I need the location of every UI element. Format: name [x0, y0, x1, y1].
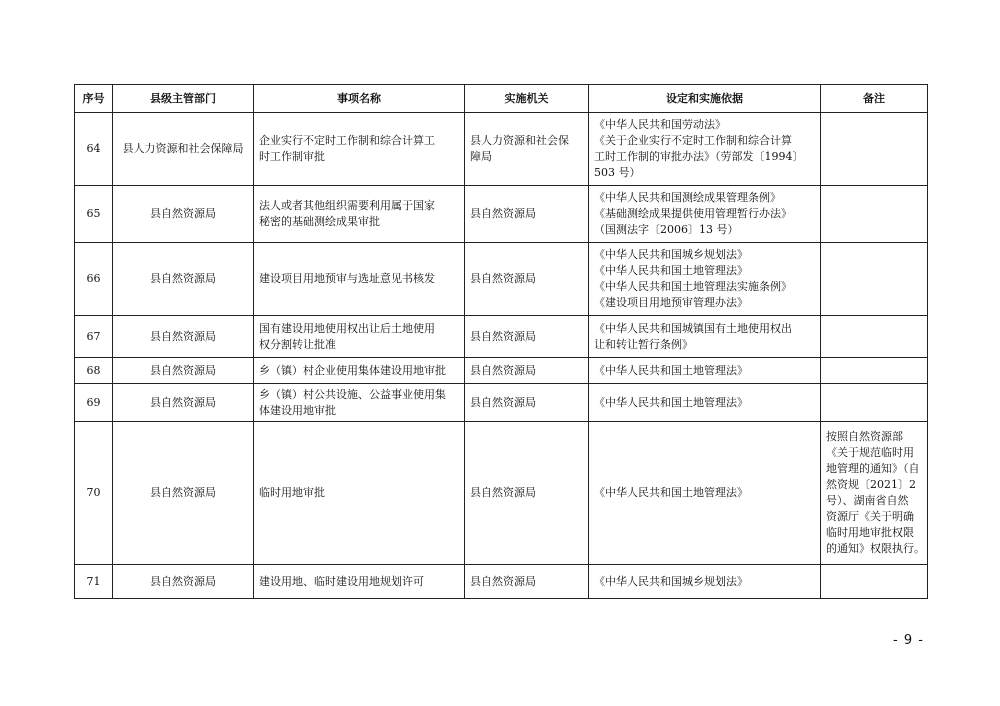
- dept-name: 县自然资源局: [150, 363, 216, 377]
- item-name-line: 法人或者其他组织需要利用属于国家: [259, 199, 435, 212]
- cell-dept: [113, 384, 254, 422]
- cell-seq: [75, 565, 113, 599]
- basis-line: 《中华人民共和国城镇国有土地使用权出: [594, 321, 792, 335]
- cell-agency: [465, 422, 589, 565]
- seq-number: 66: [86, 272, 101, 285]
- basis-line: 《中华人民共和国土地管理法实施条例》: [594, 280, 792, 293]
- agency-line: 县自然资源局: [470, 363, 536, 377]
- dept-name: 县自然资源局: [150, 395, 216, 409]
- seq-number: 70: [86, 486, 101, 499]
- header-seq: 序号: [75, 85, 113, 113]
- item-name-line: 秘密的基础测绘成果审批: [259, 215, 380, 228]
- cell-dept: [113, 422, 254, 565]
- item-name-line: 乡（镇）村企业使用集体建设用地审批: [259, 363, 446, 377]
- table-row: [75, 186, 928, 243]
- agency-line: 县自然资源局: [470, 574, 536, 588]
- cell-note: [821, 113, 928, 186]
- cell-dept: [113, 186, 254, 243]
- cell-item-name: [254, 358, 465, 384]
- note-line: 临时用地审批权限: [826, 526, 914, 539]
- basis-line: 《中华人民共和国土地管理法》: [594, 264, 748, 277]
- item-name-line: 建设用地、临时建设用地规划许可: [259, 574, 424, 588]
- table-row: [75, 316, 928, 358]
- cell-note: [821, 186, 928, 243]
- cell-item-name: [254, 186, 465, 243]
- basis-line: 《中华人民共和国城乡规划法》: [594, 574, 748, 588]
- cell-note: [821, 243, 928, 316]
- header-dept: 县级主管部门: [113, 85, 254, 113]
- seq-number: 68: [86, 363, 101, 377]
- cell-dept: [113, 316, 254, 358]
- seq-number: 64: [86, 142, 101, 155]
- table-header-row: [75, 85, 928, 113]
- items-table: [74, 84, 928, 599]
- seq-number: 71: [86, 574, 101, 588]
- page-number: - 9 -: [893, 633, 924, 648]
- basis-line: 《关于企业实行不定时工作制和综合计算: [594, 134, 792, 147]
- note-line: 资源厅《关于明确: [826, 510, 914, 523]
- seq-number: 69: [86, 395, 101, 409]
- basis-line: （国测法字〔2006〕13 号）: [594, 223, 739, 236]
- basis-line: 《中华人民共和国土地管理法》: [594, 363, 748, 377]
- item-name-line: 临时用地审批: [259, 486, 325, 499]
- cell-note: [821, 422, 928, 565]
- dept-name: 县自然资源局: [150, 329, 216, 343]
- basis-line: 《中华人民共和国土地管理法》: [594, 395, 748, 409]
- cell-agency: [465, 113, 589, 186]
- agency-line: 障局: [470, 150, 492, 163]
- cell-item-name: [254, 565, 465, 599]
- cell-agency: [465, 186, 589, 243]
- basis-line: 让和转让暂行条例》: [594, 337, 693, 351]
- basis-line: 503 号）: [594, 166, 641, 179]
- seq-number: 65: [86, 207, 101, 220]
- cell-seq: [75, 113, 113, 186]
- basis-line: 《中华人民共和国测绘成果管理条例》: [594, 191, 781, 204]
- cell-basis: [589, 316, 821, 358]
- basis-line: 《中华人民共和国劳动法》: [594, 118, 726, 131]
- agency-line: 县自然资源局: [470, 207, 536, 220]
- cell-basis: [589, 243, 821, 316]
- dept-name: 县自然资源局: [150, 574, 216, 588]
- table-row: [75, 243, 928, 316]
- cell-basis: [589, 565, 821, 599]
- cell-agency: [465, 316, 589, 358]
- basis-line: 《基础测绘成果提供使用管理暂行办法》: [594, 207, 792, 220]
- header-basis: 设定和实施依据: [589, 85, 821, 113]
- note-line: 地管理的通知》（自: [826, 462, 920, 475]
- cell-item-name: [254, 384, 465, 422]
- note-line: 按照自然资源部: [826, 430, 903, 443]
- cell-note: [821, 316, 928, 358]
- cell-item-name: [254, 243, 465, 316]
- cell-note: [821, 358, 928, 384]
- cell-dept: [113, 565, 254, 599]
- agency-line: 县自然资源局: [470, 329, 536, 343]
- dept-name: 县自然资源局: [150, 272, 216, 285]
- table-row: [75, 384, 928, 422]
- agency-line: 县自然资源局: [470, 272, 536, 285]
- cell-seq: [75, 358, 113, 384]
- cell-agency: [465, 243, 589, 316]
- cell-seq: [75, 243, 113, 316]
- note-line: 号）、湖南省自然: [826, 494, 909, 507]
- cell-basis: [589, 113, 821, 186]
- cell-basis: [589, 358, 821, 384]
- cell-agency: [465, 384, 589, 422]
- dept-name: 县人力资源和社会保障局: [122, 142, 244, 155]
- cell-basis: [589, 384, 821, 422]
- seq-number: 67: [86, 329, 101, 343]
- cell-basis: [589, 186, 821, 243]
- cell-seq: [75, 316, 113, 358]
- basis-line: 《建设项目用地预审管理办法》: [594, 296, 748, 309]
- table-row: [75, 113, 928, 186]
- cell-seq: [75, 384, 113, 422]
- cell-note: [821, 384, 928, 422]
- header-notes: 备注: [821, 85, 928, 113]
- item-name-line: 时工作制审批: [259, 150, 325, 163]
- note-line: 《关于规范临时用: [826, 446, 914, 459]
- cell-basis: [589, 422, 821, 565]
- agency-line: 县自然资源局: [470, 486, 536, 499]
- note-line: 的通知》权限执行。: [826, 542, 925, 555]
- cell-agency: [465, 565, 589, 599]
- cell-seq: [75, 422, 113, 565]
- basis-line: 《中华人民共和国土地管理法》: [594, 486, 748, 499]
- table-row: [75, 422, 928, 565]
- header-item-name: 事项名称: [254, 85, 465, 113]
- dept-name: 县自然资源局: [150, 207, 216, 220]
- cell-note: [821, 565, 928, 599]
- agency-line: 县人力资源和社会保: [470, 134, 569, 147]
- dept-name: 县自然资源局: [150, 486, 216, 499]
- cell-dept: [113, 113, 254, 186]
- table-row: [75, 565, 928, 599]
- cell-item-name: [254, 422, 465, 565]
- cell-agency: [465, 358, 589, 384]
- agency-line: 县自然资源局: [470, 395, 536, 409]
- note-line: 然资规〔2021〕2: [826, 478, 916, 491]
- cell-item-name: [254, 113, 465, 186]
- item-name-line: 企业实行不定时工作制和综合计算工: [259, 134, 435, 147]
- cell-dept: [113, 243, 254, 316]
- basis-line: 《中华人民共和国城乡规划法》: [594, 248, 748, 261]
- item-name-line: 权分割转让批准: [259, 337, 336, 351]
- item-name-line: 乡（镇）村公共设施、公益事业使用集: [259, 387, 446, 401]
- basis-line: 工时工作制的审批办法》（劳部发〔1994〕: [594, 150, 804, 163]
- header-agency: 实施机关: [465, 85, 589, 113]
- cell-item-name: [254, 316, 465, 358]
- table-row: [75, 358, 928, 384]
- cell-dept: [113, 358, 254, 384]
- cell-seq: [75, 186, 113, 243]
- item-name-line: 国有建设用地使用权出让后土地使用: [259, 321, 435, 335]
- item-name-line: 体建设用地审批: [259, 403, 336, 417]
- item-name-line: 建设项目用地预审与选址意见书核发: [259, 272, 435, 285]
- table-body: [75, 113, 928, 599]
